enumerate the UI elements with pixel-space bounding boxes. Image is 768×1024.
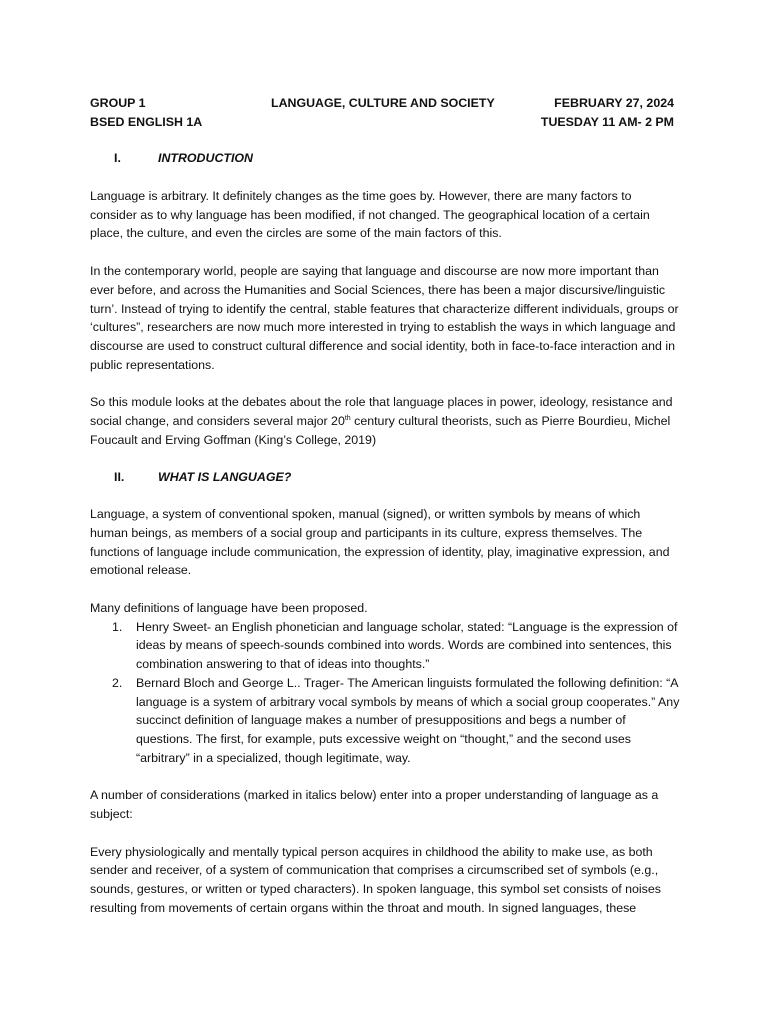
list-item-text: Henry Sweet- an English phonetician and language scholar, stated: “Language is the expression of ideas by means of speech-sounds combined into words. Words are combined into sentences, this combination answering to that of ideas into thoughts.”: [136, 619, 678, 672]
list-marker: 1.: [112, 619, 123, 634]
intro-paragraph-1: Language is arbitrary. It definitely changes as the time goes by. However, there are many factors to consider as to why language has been modified, if not changed. The geographical location of a certain place, the culture, and even the circles are some of the main factors of this.: [90, 189, 650, 241]
list-item: [90, 674, 680, 768]
list-item: [90, 618, 680, 674]
language-paragraph-1: Language, a system of conventional spoken, manual (signed), or written symbols by means of which human beings, as members of a social group and participants in its culture, express themselves. The functions of language include communication, the expression of identity, play, imaginative expression, and emotional release.: [90, 507, 670, 578]
list-marker: 2.: [112, 675, 123, 690]
section-title: INTRODUCTION: [158, 151, 253, 166]
section-heading-what-is-language: [90, 468, 680, 487]
intro-paragraph-3: [90, 393, 680, 449]
intro-paragraph-3-text: So this module looks at the debates about the role that language places in power, ideology, resistance and social change, and considers several major 20: [90, 395, 673, 429]
header-row-2: [90, 113, 680, 132]
language-paragraph-3: A number of considerations (marked in italics below) enter into a proper understanding of language as a subject:: [90, 788, 659, 822]
section-number: II.: [114, 469, 125, 484]
section-title: WHAT IS LANGUAGE?: [158, 469, 292, 484]
ordinal-superscript: th: [344, 415, 351, 423]
language-paragraph-2: Many definitions of language have been proposed.: [90, 601, 368, 615]
course-title: LANGUAGE, CULTURE AND SOCIETY: [271, 96, 495, 110]
group-label: GROUP 1: [90, 96, 146, 110]
language-paragraph-4: Every physiologically and mentally typical person acquires in childhood the ability to make use, as both sender and receiver, of a system of communication that comprises a circumscribed set of symbols (e.g., sounds, gestures, or written or typed characters). In spoken language, this symbol set consists of noises resulting from movements of certain organs within the throat and mouth. In signed languages, these: [90, 844, 661, 915]
section-heading-introduction: [90, 149, 680, 168]
intro-paragraph-2: In the contemporary world, people are saying that language and discourse are now more important than ever before, and across the Humanities and Social Sciences, there has been a major discursive/linguistic turn’. Instead of trying to identify the central, stable features that characterize different individuals, groups or ‘cultures”, researchers are now much more interested in trying to establish the ways in which language and discourse are used to construct cultural difference and social identity, both in face-to-face interaction and in public representations.: [90, 264, 679, 372]
section-number: I.: [114, 151, 121, 166]
section-label: BSED ENGLISH 1A: [90, 114, 203, 129]
schedule-label: TUESDAY 11 AM- 2 PM: [540, 114, 674, 129]
date-label: FEBRUARY 27, 2024: [554, 96, 674, 110]
document-body: [90, 94, 680, 918]
header-row-1: [90, 94, 680, 113]
definitions-list: [90, 618, 680, 768]
intro-paragraph-3-text-cont: century cultural theorists, such as Pierre Bourdieu, Michel Foucault and Erving Goffman (King’s College, 2019): [90, 414, 671, 447]
list-item-text: Bernard Bloch and George L.. Trager- The American linguists formulated the following definition: “A language is a system of arbitrary vocal symbols by means of which a social group cooperates.” Any succinct definition of language makes a number of presuppositions and begs a number of questions. The first, for example, puts excessive weight on “thought,” and the second uses “arbitrary” in a specialized, though legitimate, way.: [136, 675, 680, 765]
